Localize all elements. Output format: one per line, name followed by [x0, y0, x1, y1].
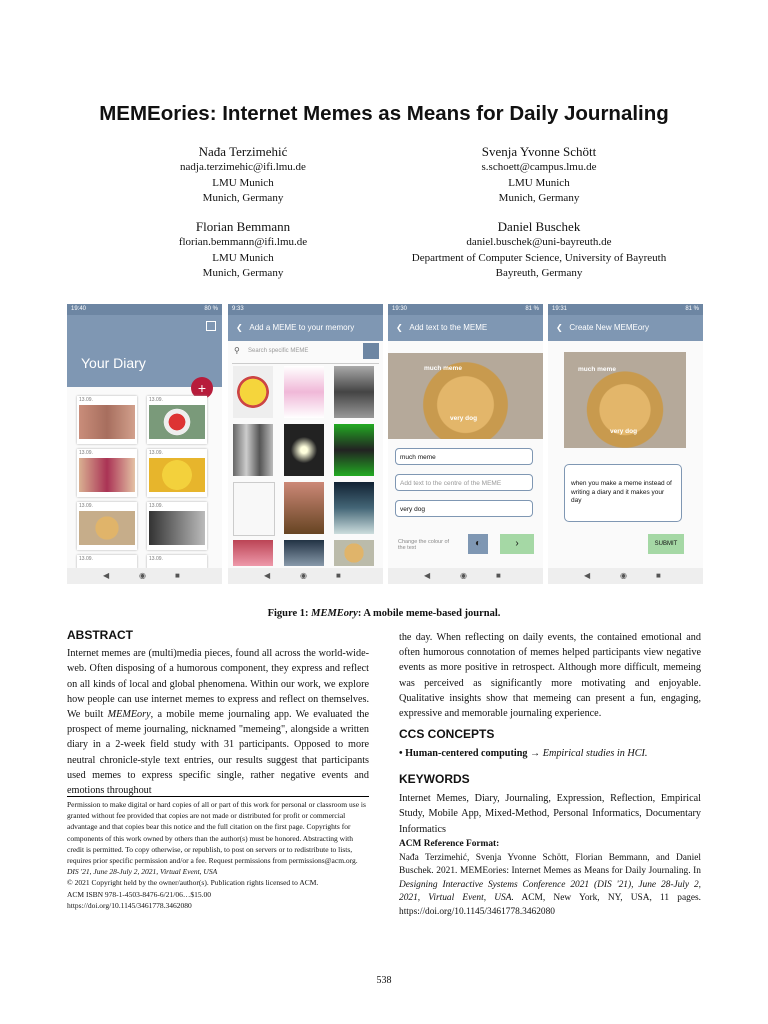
home-icon: ◉ [139, 571, 146, 580]
meme-image [79, 458, 135, 492]
gallery-icon [363, 343, 379, 359]
entry-date: 13.09. [149, 556, 163, 562]
isbn-text: ACM ISBN 978-1-4503-8476-6/21/06…$15.00 [67, 889, 211, 899]
entry-date: 13.09. [79, 556, 93, 562]
copyright-text: © 2021 Copyright held by the owner/author(s). Publication rights licensed to ACM. [67, 878, 319, 888]
diary-entry-field: when you make a meme instead of writing a diary and it makes your day [564, 464, 682, 522]
entry-date: 13.09. [149, 503, 163, 509]
author-location: Munich, Germany [202, 192, 284, 204]
recents-icon: ■ [336, 571, 341, 580]
reference-publisher: ACM, New York, NY, USA, 11 pages. https://doi.org/10.1145/3461778.3462080 [399, 893, 701, 917]
calendar-icon [206, 321, 216, 331]
author-affiliation: LMU Munich [212, 176, 274, 189]
back-arrow-icon: ❮ [556, 323, 563, 332]
author-4 [379, 218, 699, 282]
entry-date: 13.09. [149, 450, 163, 456]
screenshot-diary [67, 304, 222, 584]
status-time: 9:33 [232, 306, 244, 312]
caption-label: Figure 1: [267, 608, 309, 619]
author-1 [113, 143, 373, 207]
back-icon: ◀ [264, 571, 271, 580]
contrast-icon: ◐ [468, 534, 488, 554]
next-arrow-icon: › [500, 534, 534, 554]
meme-thumb [284, 424, 324, 476]
status-battery: 81 % [685, 306, 699, 312]
abstract-paragraph [67, 646, 369, 798]
author-affiliation: Department of Computer Science, University of Bayreuth [411, 251, 667, 264]
meme-thumb [284, 540, 324, 566]
author-location: Munich, Germany [202, 267, 284, 279]
back-icon: ◀ [424, 571, 431, 580]
screenshot-create-memeory [548, 304, 703, 584]
permission-footnote [67, 799, 369, 911]
author-email: daniel.buschek@uni-bayreuth.de [466, 236, 612, 248]
top-text-field: much meme [395, 448, 533, 465]
figure-caption [0, 608, 768, 619]
doi-link: https://doi.org/10.1145/3461778.3462080 [67, 900, 192, 910]
doge-meme [388, 353, 543, 439]
bottom-text-field: very dog [395, 500, 533, 517]
keywords-text: Internet Memes, Diary, Journaling, Expression, Reflection, Empirical Study, Mobile App, Mixed-Method, Personal Informatics, Documentary Informatics [399, 793, 701, 835]
status-time: 19:40 [71, 306, 87, 312]
permission-text: Permission to make digital or hard copies of all or part of this work for personal or classroom use is granted without fee provided that copies are not made or distributed for profit or commercial advantage and that copies bear this notice and the full citation on the first page. Copyrights for components of this work owned by others than the author(s) must be honored. Abstracting with credit is permitted. To copy otherwise, or republish, to post on servers or to redistribute to lists, requires prior specific permission and/or a fee. Request permissions from permissions@acm.org. [67, 800, 366, 866]
keywords-section [399, 772, 701, 837]
meme-top-text: much meme [578, 366, 616, 373]
meme-thumb [334, 424, 374, 476]
abstract-heading: ABSTRACT [67, 628, 133, 642]
venue-text: DIS '21, June 28-July 2, 2021, Virtual Event, USA [67, 867, 218, 877]
abstract-section [67, 628, 369, 798]
ccs-section [399, 727, 701, 761]
meme-image [79, 511, 135, 545]
colour-label: Change the colour of the text [398, 539, 450, 551]
abstract-continued: the day. When reflecting on daily events, the contained emotional and often humorous connotation of memes helped participants view negative events as more positive in retrospect. Although more difficult, memeing was perceived as significantly more motivating and enjoyable. Qualitative insights show that memeing can present a fun, engaging, expressive and memorable journaling experience. [399, 632, 701, 720]
ccs-arrow: → [527, 748, 543, 760]
search-input: Search specific MEME [248, 348, 309, 354]
caption-text: : A mobile meme-based journal. [357, 608, 501, 619]
screenshot-add-meme [228, 304, 383, 584]
recents-icon: ■ [496, 571, 501, 580]
recents-icon: ■ [656, 571, 661, 580]
author-affiliation: LMU Munich [508, 176, 570, 189]
acm-reference [399, 838, 701, 920]
author-name: Nađa Terzimehić [198, 144, 288, 159]
reference-authors: Nađa Terzimehić, Svenja Yvonne Schött, Florian Bemmann, and Daniel Buschek. 2021. MEMEories: Internet Memes as Means for Daily Journaling. In [399, 852, 701, 877]
meme-bottom-text: very dog [610, 428, 638, 435]
centre-text-field: Add text to the centre of the MEME [395, 474, 533, 491]
author-affiliation: LMU Munich [212, 251, 274, 264]
paper-title: MEMEories: Internet Memes as Means for Daily Journaling [99, 102, 669, 125]
reference-venue: Designing Interactive Systems Conference 2021 (DIS '21), June 28-July 2, 2021, Virtual Event, USA. [399, 879, 701, 904]
entry-date: 13.09. [79, 450, 93, 456]
meme-thumb [233, 540, 273, 566]
meme-thumb [233, 366, 273, 418]
footnote-divider [67, 796, 369, 797]
entry-date: 13.09. [149, 397, 163, 403]
abstract-app-name: MEMEory [107, 709, 151, 721]
author-location: Bayreuth, Germany [495, 267, 583, 279]
meme-top-text: much meme [424, 365, 462, 372]
meme-thumb [284, 366, 324, 418]
meme-image [149, 405, 205, 439]
ccs-heading: CCS CONCEPTS [399, 727, 495, 741]
status-battery: 81 % [525, 306, 539, 312]
screenshot-add-text [388, 304, 543, 584]
author-3 [113, 218, 373, 282]
meme-image [79, 405, 135, 439]
entry-date: 13.09. [79, 503, 93, 509]
author-location: Munich, Germany [498, 192, 580, 204]
status-time: 19:30 [392, 306, 408, 312]
diary-title: Your Diary [81, 355, 146, 371]
author-2 [409, 143, 669, 207]
add-button: + [191, 377, 213, 399]
home-icon: ◉ [620, 571, 627, 580]
meme-thumb [284, 482, 324, 534]
search-icon: ⚲ [234, 346, 240, 355]
status-time: 19:31 [552, 306, 568, 312]
meme-thumb [334, 366, 374, 418]
caption-app-name: MEMEory [311, 608, 358, 619]
page-number: 538 [376, 975, 392, 986]
meme-thumb [233, 424, 273, 476]
back-arrow-icon: ❮ [396, 323, 403, 332]
submit-button: SUBMIT [648, 534, 684, 554]
back-icon: ◀ [584, 571, 591, 580]
author-email: nadja.terzimehic@ifi.lmu.de [180, 161, 306, 173]
keywords-heading: KEYWORDS [399, 772, 470, 786]
author-name: Florian Bemmann [195, 219, 291, 234]
meme-bottom-text: very dog [450, 415, 478, 422]
author-name: Daniel Buschek [497, 219, 581, 234]
ccs-subconcept: Empirical studies in HCI. [542, 748, 648, 760]
reference-heading: ACM Reference Format: [399, 839, 500, 849]
meme-thumb [233, 482, 275, 536]
back-icon: ◀ [103, 571, 110, 580]
ccs-concept: • Human-centered computing [399, 748, 528, 760]
author-email: florian.bemmann@ifi.lmu.de [178, 236, 308, 248]
home-icon: ◉ [300, 571, 307, 580]
status-battery: 80 % [204, 306, 218, 312]
doge-meme [564, 352, 686, 448]
recents-icon: ■ [175, 571, 180, 580]
home-icon: ◉ [460, 571, 467, 580]
meme-image [149, 511, 205, 545]
meme-image [149, 458, 205, 492]
abstract-text-cont: , a mobile meme journaling app. We evaluated the prospect of meme journaling, nicknamed "memeing", alongside a written diary in a 2-week field study with 31 participants. Opposed to more neutral chronicle-style text entries, our results suggest that participants used memes to express specific single, rather negative events and emotions throughout [67, 709, 370, 797]
meme-thumb [334, 540, 374, 566]
meme-thumb [334, 482, 374, 534]
author-email: s.schoett@campus.lmu.de [481, 161, 597, 173]
back-arrow-icon: ❮ [236, 323, 243, 332]
abstract-text: Internet memes are (multi)media pieces, found all across the world-wide-web. Often disposing of a humorous component, they express and reflect on all kinds of local and global phenomena. Within our work, we explore how people can use internet memes to express and reflect on themselves. We built [67, 648, 369, 721]
screen-title: Add a MEME to your memory [249, 323, 355, 332]
screen-title: Add text to the MEME [409, 323, 488, 332]
screen-title: Create New MEMEory [569, 323, 649, 332]
author-name: Svenja Yvonne Schött [481, 144, 597, 159]
entry-date: 13.09. [79, 397, 93, 403]
